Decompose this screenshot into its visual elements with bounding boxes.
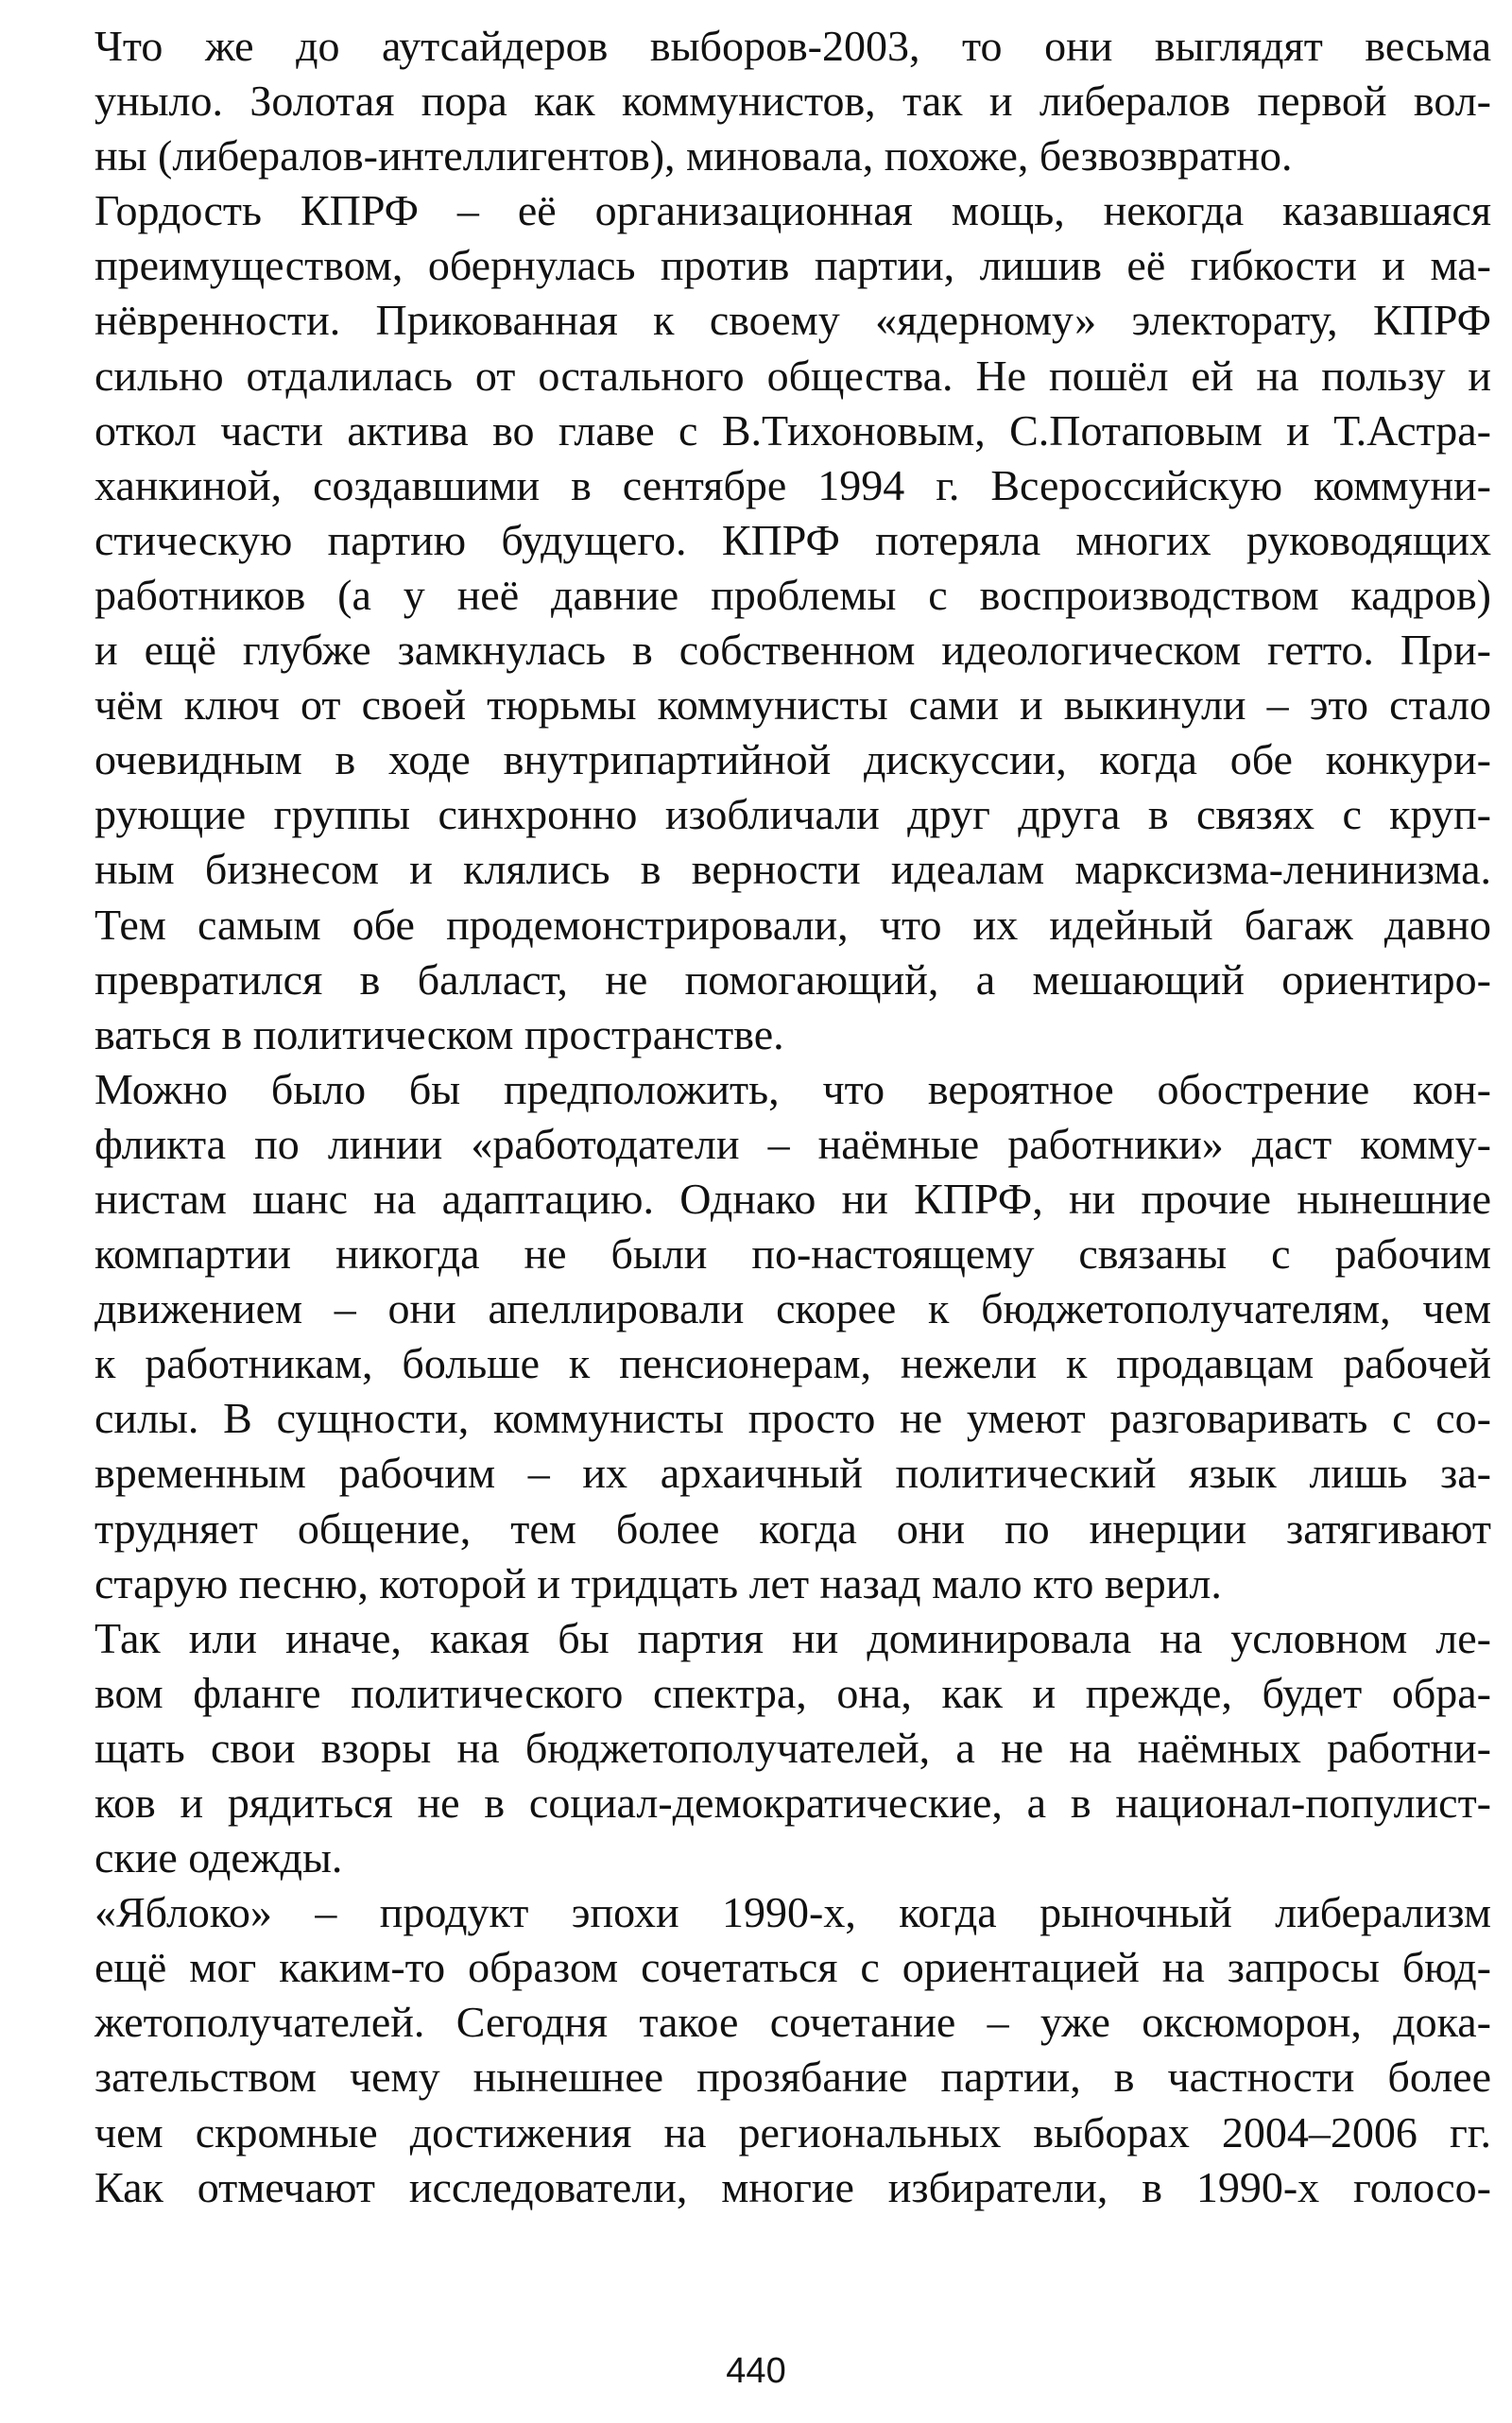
text-line: стическую партию будущего. КПРФ потеряла многих руководящих	[94, 515, 1491, 564]
text-line: зательством чему нынешнее прозябание партии, в частности более	[94, 2053, 1491, 2102]
text-line: Как отмечают исследователи, многие избиратели, в 1990-х голосо-	[94, 2162, 1491, 2211]
text-line: нёвренности. Прикованная к своему «ядерному» электорату, КПРФ	[94, 296, 1491, 345]
text-line: Так или иначе, какая бы партия ни доминировала на условном ле-	[94, 1613, 1491, 1662]
text-line: Что же до аутсайдеров выборов-2003, то они выглядят весьма	[94, 22, 1491, 70]
text-line: ным бизнесом и клялись в верности идеалам марксизма-ленинизма.	[94, 845, 1491, 894]
text-line: рующие группы синхронно изобличали друг друга в связях с круп-	[94, 790, 1491, 839]
page-body	[94, 19, 1491, 2215]
text-line: жетополучателей. Сегодня такое сочетание – уже оксюморон, дока-	[94, 1998, 1491, 2047]
text-line: чем скромные достижения на региональных выборах 2004–2006 гг.	[94, 2107, 1491, 2157]
text-line: уныло. Золотая пора как коммунистов, так и либералов первой вол-	[94, 77, 1491, 126]
text-line: трудняет общение, тем более когда они по инерции затягивают	[94, 1504, 1491, 1553]
text-line: превратился в балласт, не помогающий, а мешающий ориентиро-	[94, 954, 1491, 1004]
text-line: вом фланге политического спектра, она, как и прежде, будет обра-	[94, 1668, 1491, 1717]
paragraph-5	[94, 1885, 1491, 2215]
paragraph-2	[94, 183, 1491, 1062]
text-line: откол части актива во главе с В.Тихоновым, С.Потаповым и Т.Астра-	[94, 405, 1491, 455]
text-line: ков и рядиться не в социал-демократические, а в национал-популист-	[94, 1779, 1491, 1827]
paragraph-1	[94, 19, 1491, 183]
paragraph-4	[94, 1611, 1491, 1885]
text-line: ваться в политическом пространстве.	[94, 1009, 784, 1058]
text-line: ханкиной, создавшими в сентябре 1994 г. Всероссийскую коммуни-	[94, 460, 1491, 509]
text-line: ны (либералов-интеллигентов), миновала, похоже, безвозвратно.	[94, 131, 1293, 180]
text-line: к работникам, больше к пенсионерам, нежели к продавцам рабочей	[94, 1339, 1491, 1388]
text-line: временным рабочим – их архаичный политический язык лишь за-	[94, 1449, 1491, 1498]
text-line: ещё мог каким-то образом сочетаться с ориентацией на запросы бюд-	[94, 1943, 1491, 1992]
text-line: нистам шанс на адаптацию. Однако ни КПРФ, ни прочие нынешние	[94, 1174, 1491, 1223]
text-line: Гордость КПРФ – её организационная мощь, некогда казавшаяся	[94, 186, 1491, 235]
text-line: Тем самым обе продемонстрировали, что их идейный багаж давно	[94, 900, 1491, 949]
text-line: старую песню, которой и тридцать лет назад мало кто верил.	[94, 1558, 1222, 1607]
text-line: преимуществом, обернулась против партии, лишив её гибкости и ма-	[94, 241, 1491, 290]
text-line: работников (а у неё давние проблемы с воспроизводством кадров)	[94, 570, 1491, 619]
text-line: чём ключ от своей тюрьмы коммунисты сами и выкинули – это стало	[94, 680, 1491, 730]
text-line: фликта по линии «работодатели – наёмные работники» даст комму-	[94, 1119, 1491, 1168]
paragraph-3	[94, 1062, 1491, 1611]
text-line: Можно было бы предположить, что вероятное обострение кон-	[94, 1064, 1491, 1113]
text-line: и ещё глубже замкнулась в собственном идеологическом гетто. При-	[94, 626, 1491, 675]
text-line: компартии никогда не были по-настоящему связаны с рабочим	[94, 1229, 1491, 1279]
text-line: силы. В сущности, коммунисты просто не умеют разговаривать с со-	[94, 1394, 1491, 1443]
text-line: движением – они апеллировали скорее к бюджетополучателям, чем	[94, 1284, 1491, 1333]
page-number: 440	[726, 2351, 786, 2391]
text-line: «Яблоко» – продукт эпохи 1990-х, когда рыночный либерализм	[94, 1888, 1491, 1937]
text-line: сильно отдалилась от остального общества. Не пошёл ей на пользу и	[94, 351, 1491, 400]
text-line: щать свои взоры на бюджетополучателей, а не на наёмных работни-	[94, 1723, 1491, 1772]
text-line: ские одежды.	[94, 1833, 343, 1882]
text-line: очевидным в ходе внутрипартийной дискуссии, когда обе конкури-	[94, 735, 1491, 784]
